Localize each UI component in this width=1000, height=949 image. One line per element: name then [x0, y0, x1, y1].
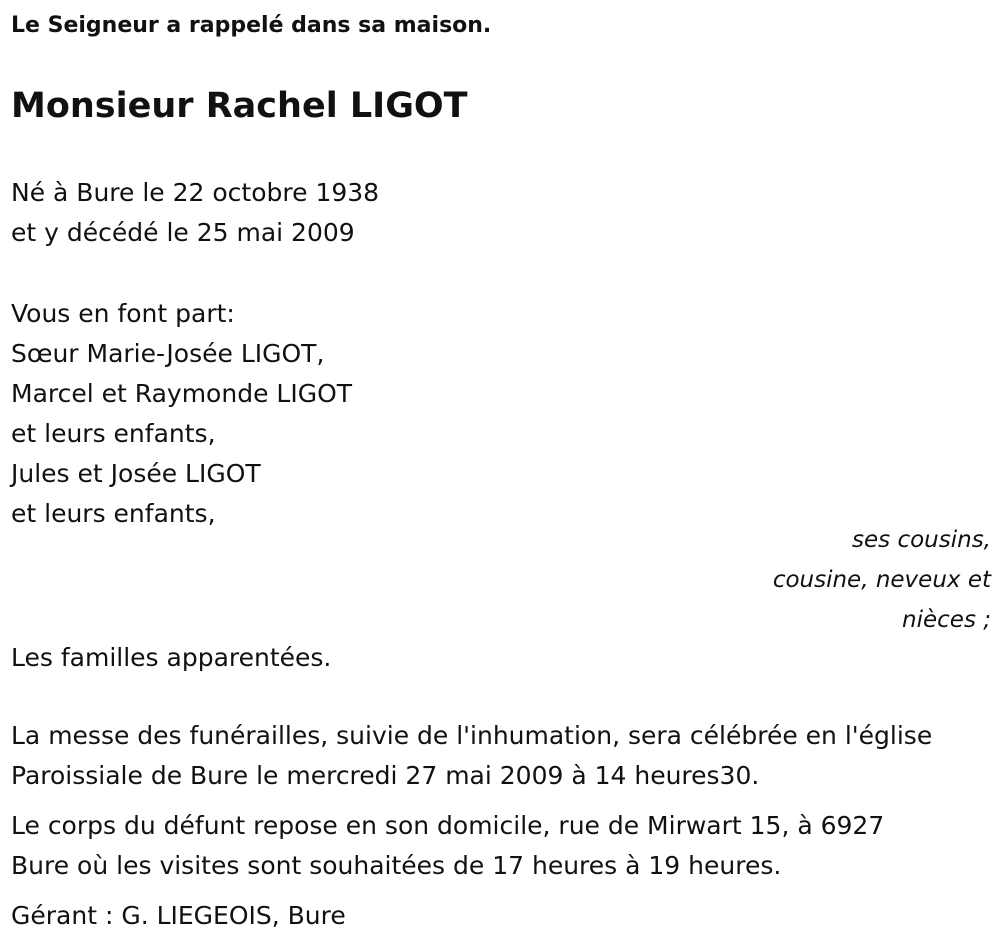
family-list: [11, 294, 352, 534]
funeral-manager: Gérant : G. LIEGEOIS, Bure: [11, 901, 346, 930]
family-intro: Vous en font part:: [11, 299, 235, 328]
birth-line: Né à Bure le 22 octobre 1938: [11, 178, 380, 207]
birth-death-info: [11, 173, 379, 253]
intro-line: Le Seigneur a rappelé dans sa maison.: [11, 13, 492, 38]
cousins-block: [773, 520, 991, 640]
death-notice: [11, 0, 991, 949]
visitation-line: Bure où les visites sont souhaitées de 17 heures à 19 heures.: [11, 851, 782, 880]
cousins-line: nièces ;: [902, 607, 991, 633]
family-member: et leurs enfants,: [11, 419, 216, 448]
family-member: Jules et Josée LIGOT: [11, 459, 261, 488]
relatives-line: Les familles apparentées.: [11, 643, 332, 672]
deceased-name: Monsieur Rachel LIGOT: [11, 86, 468, 126]
funeral-mass-info: [11, 716, 932, 796]
mass-line: La messe des funérailles, suivie de l'inhumation, sera célébrée en l'église: [11, 721, 933, 750]
family-member: Sœur Marie-Josée LIGOT,: [11, 339, 325, 368]
family-member: et leurs enfants,: [11, 499, 216, 528]
visitation-info: [11, 806, 884, 886]
cousins-line: cousine, neveux et: [772, 567, 991, 593]
family-member: Marcel et Raymonde LIGOT: [11, 379, 353, 408]
death-line: et y décédé le 25 mai 2009: [11, 218, 355, 247]
mass-line: Paroissiale de Bure le mercredi 27 mai 2009 à 14 heures30.: [11, 761, 760, 790]
cousins-line: ses cousins,: [852, 527, 991, 553]
visitation-line: Le corps du défunt repose en son domicile, rue de Mirwart 15, à 6927: [11, 811, 885, 840]
